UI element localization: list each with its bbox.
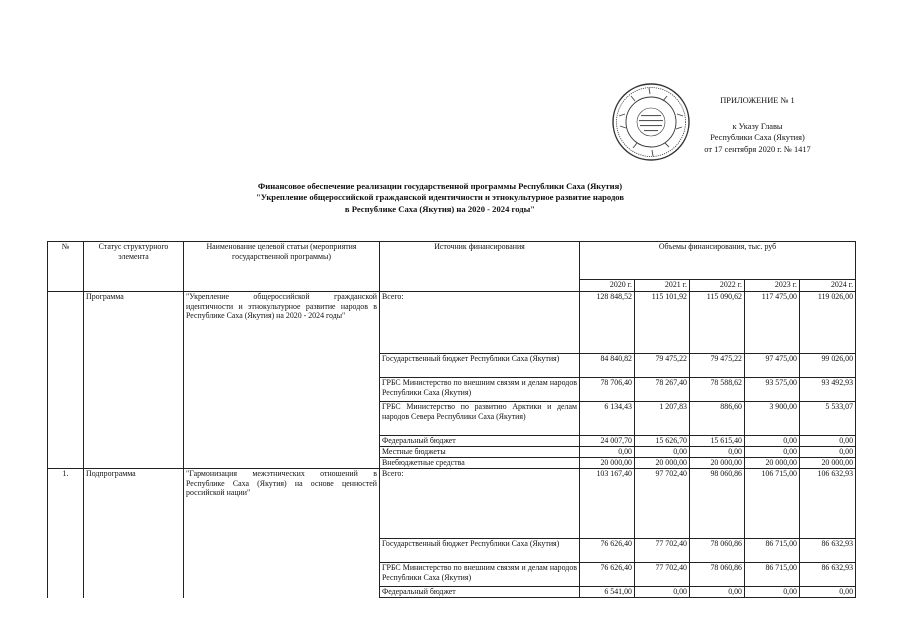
value-cell: 5 533,07	[800, 402, 856, 436]
row-number	[48, 292, 84, 469]
value-cell: 86 715,00	[745, 563, 800, 587]
value-cell: 6 541,00	[580, 587, 635, 598]
appendix-header	[685, 95, 830, 155]
value-cell: 117 475,00	[745, 292, 800, 354]
appendix-republic: Республики Саха (Якутия)	[710, 133, 805, 142]
value-cell: 20 000,00	[690, 458, 745, 469]
value-cell: 79 475,22	[690, 354, 745, 378]
value-cell: 77 702,40	[635, 539, 690, 563]
value-cell: 76 626,40	[580, 563, 635, 587]
value-cell: 78 588,62	[690, 378, 745, 402]
value-cell: 97 475,00	[745, 354, 800, 378]
value-cell: 115 090,62	[690, 292, 745, 354]
value-cell: 20 000,00	[745, 458, 800, 469]
title-line-2: "Укрепление общероссийской гражданской идентичности и этнокультурное развитие народов	[255, 192, 625, 203]
value-cell: 20 000,00	[800, 458, 856, 469]
value-cell: 15 615,40	[690, 436, 745, 447]
value-cell: 0,00	[800, 436, 856, 447]
value-cell: 0,00	[635, 587, 690, 598]
value-cell: 119 026,00	[800, 292, 856, 354]
value-cell: 1 207,83	[635, 402, 690, 436]
value-cell: 78 060,86	[690, 563, 745, 587]
table-row	[48, 292, 856, 354]
source-cell: Внебюджетные средства	[380, 458, 580, 469]
header-status: Статус структурного элемента	[84, 242, 184, 292]
value-cell: 93 492,93	[800, 378, 856, 402]
row-name: "Гармонизация межэтнических отношений в Республике Саха (Якутия) на основе ценностей российской нации"	[184, 469, 380, 598]
header-year-2023: 2023 г.	[745, 280, 800, 292]
value-cell: 86 715,00	[745, 539, 800, 563]
value-cell: 20 000,00	[635, 458, 690, 469]
source-cell: Федеральный бюджет	[380, 587, 580, 598]
value-cell: 98 060,86	[690, 469, 745, 539]
document-title	[160, 181, 720, 215]
value-cell: 78 706,40	[580, 378, 635, 402]
source-cell: Государственный бюджет Республики Саха (Якутия)	[380, 539, 580, 563]
value-cell: 0,00	[745, 447, 800, 458]
table-row	[48, 469, 856, 539]
value-cell: 0,00	[690, 587, 745, 598]
value-cell: 6 134,43	[580, 402, 635, 436]
value-cell: 86 632,93	[800, 539, 856, 563]
title-line-1: Финансовое обеспечение реализации государственной программы Республики Саха (Якутия)	[257, 181, 623, 191]
value-cell: 106 715,00	[745, 469, 800, 539]
value-cell: 0,00	[745, 587, 800, 598]
value-cell: 78 267,40	[635, 378, 690, 402]
value-cell: 79 475,22	[635, 354, 690, 378]
source-cell: ГРБС Министерство по внешним связям и делам народов Республики Саха (Якутия)	[380, 563, 580, 587]
header-source: Источник финансирования	[380, 242, 580, 292]
value-cell: 115 101,92	[635, 292, 690, 354]
value-cell: 0,00	[800, 587, 856, 598]
value-cell: 106 632,93	[800, 469, 856, 539]
value-cell: 99 026,00	[800, 354, 856, 378]
source-cell: ГРБС Министерство по внешним связям и делам народов Республики Саха (Якутия)	[380, 378, 580, 402]
value-cell: 128 848,52	[580, 292, 635, 354]
header-volumes: Объемы финансирования, тыс. руб	[580, 242, 856, 280]
title-line-3: в Республике Саха (Якутия) на 2020 - 2024 годы"	[344, 203, 536, 214]
value-cell: 0,00	[580, 447, 635, 458]
value-cell: 24 007,70	[580, 436, 635, 447]
header-year-2024: 2024 г.	[800, 280, 856, 292]
value-cell: 886,60	[690, 402, 745, 436]
row-name: "Укрепление общероссийской гражданской идентичности и этнокультурное развитие народов в Республике Саха (Якутия) на 2020 - 2024 годы"	[184, 292, 380, 469]
value-cell: 84 840,82	[580, 354, 635, 378]
header-number: №	[48, 242, 84, 292]
value-cell: 0,00	[745, 436, 800, 447]
value-cell: 76 626,40	[580, 539, 635, 563]
value-cell: 77 702,40	[635, 563, 690, 587]
header-year-2022: 2022 г.	[690, 280, 745, 292]
source-cell: ГРБС Министерство по развитию Арктики и делам народов Севера Республики Саха (Якутия)	[380, 402, 580, 436]
header-year-2020: 2020 г.	[580, 280, 635, 292]
row-status: Программа	[84, 292, 184, 469]
value-cell: 86 632,93	[800, 563, 856, 587]
value-cell: 0,00	[800, 447, 856, 458]
appendix-decree-ref: к Указу Главы	[732, 121, 783, 131]
value-cell: 3 900,00	[745, 402, 800, 436]
value-cell: 15 626,70	[635, 436, 690, 447]
value-cell: 20 000,00	[580, 458, 635, 469]
official-seal	[611, 82, 691, 162]
source-cell: Всего:	[380, 469, 580, 539]
value-cell: 0,00	[635, 447, 690, 458]
source-cell: Федеральный бюджет	[380, 436, 580, 447]
header-year-2021: 2021 г.	[635, 280, 690, 292]
financing-table	[47, 241, 856, 598]
row-status: Подпрограмма	[84, 469, 184, 598]
value-cell: 93 575,00	[745, 378, 800, 402]
header-name: Наименование целевой статьи (мероприятия государственной программы)	[184, 242, 380, 292]
source-cell: Местные бюджеты	[380, 447, 580, 458]
source-cell: Всего:	[380, 292, 580, 354]
value-cell: 0,00	[690, 447, 745, 458]
value-cell: 78 060,86	[690, 539, 745, 563]
source-cell: Государственный бюджет Республики Саха (Якутия)	[380, 354, 580, 378]
value-cell: 97 702,40	[635, 469, 690, 539]
value-cell: 103 167,40	[580, 469, 635, 539]
appendix-number: ПРИЛОЖЕНИЕ № 1	[720, 96, 795, 105]
row-number: 1.	[48, 469, 84, 598]
appendix-date: от 17 сентября 2020 г. № 1417	[704, 144, 811, 154]
